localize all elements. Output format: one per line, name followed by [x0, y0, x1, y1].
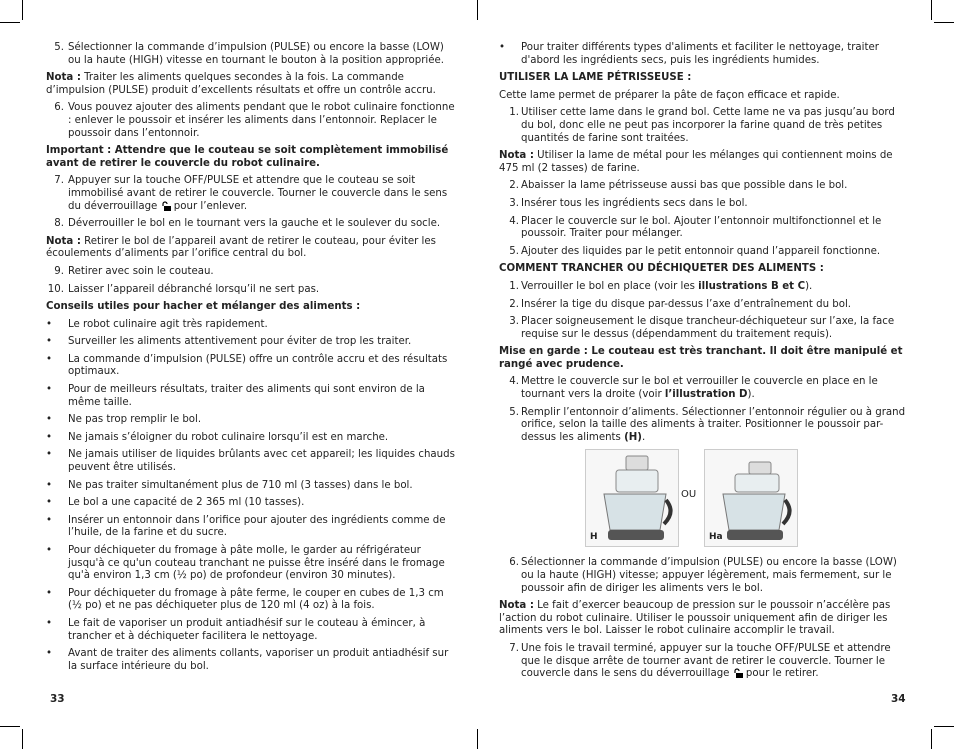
step-text	[521, 407, 909, 445]
right-page	[499, 42, 909, 686]
bullet-icon: •	[46, 587, 53, 599]
bullet-icon: •	[46, 497, 53, 509]
step-3	[499, 316, 909, 341]
step-text-part: Mettre le couvercle sur le bol et verrouiller le couvercle en place en le tournant vers la droite (voir	[521, 376, 878, 401]
step-text-bold: (H)	[624, 431, 642, 443]
bullet-icon: •	[46, 431, 53, 443]
unlock-icon	[733, 668, 743, 678]
step-6	[46, 102, 456, 140]
step-5	[499, 246, 909, 259]
step-4	[499, 216, 909, 241]
step-text-part: ).	[747, 389, 755, 401]
bullet-item	[46, 319, 456, 332]
note-label: Nota :	[499, 600, 534, 612]
step-text-part: Verrouiller le bol en place (voir les	[521, 280, 699, 292]
step-number: 8.	[54, 218, 64, 230]
note	[499, 600, 909, 638]
step-text-part: ).	[805, 280, 813, 292]
bullet-text: La commande d’impulsion (PULSE) offre un contrôle accru et des résultats optimaux.	[68, 353, 448, 378]
food-processor-illustration	[586, 450, 678, 546]
note-text: Utiliser la lame de métal pour les mélanges qui contiennent moins de 475 ml (2 tasses) de farine.	[499, 150, 893, 174]
bullet-item	[46, 414, 456, 427]
step-number: 3.	[509, 316, 519, 328]
step-6	[499, 557, 909, 595]
bullet-icon: •	[46, 318, 53, 330]
bullet-text: Le robot culinaire agit très rapidement.	[68, 318, 268, 330]
step-5	[499, 407, 909, 445]
step-number: 7.	[509, 643, 519, 654]
step-text-bold: illustrations B et C	[698, 280, 806, 292]
step-10	[46, 284, 456, 297]
crop-mark	[22, 729, 23, 749]
step-text-part: Une fois le travail terminé, appuyer sur la touche OFF/PULSE et attendre que le disque arrête de tourner avant de retirer le couvercle. Tourner le couvercle dans le sens du déverrouillage	[521, 643, 891, 680]
note-label: Nota :	[46, 235, 81, 247]
section-heading: COMMENT TRANCHER OU DÉCHIQUETER DES ALIMENTS :	[499, 263, 824, 275]
note	[46, 72, 456, 97]
step-7	[46, 175, 456, 213]
bullet-icon: •	[46, 514, 53, 526]
illustration-h	[585, 449, 679, 547]
note-text: Le fait d’exercer beaucoup de pression sur le poussoir n’accélère pas l’action du robot culinaire. Utiliser le poussoir uniquement afin de diriger les aliments vers le bol. Laisser le robot culinaire accomplir le travail.	[499, 600, 891, 637]
step-number: 7.	[54, 175, 64, 187]
bullet-text: Pour de meilleurs résultats, traiter des aliments qui sont environ de la même taille.	[68, 384, 425, 408]
section-heading: Conseils utiles pour hacher et mélanger des aliments :	[46, 301, 361, 313]
step-number: 6.	[509, 557, 519, 569]
step-text: Déverrouiller le bol en le tournant vers la gauche et le soulever du socle.	[68, 218, 441, 230]
step-8	[46, 218, 456, 231]
bullet-icon: •	[46, 617, 53, 629]
bullet-icon: •	[46, 336, 53, 348]
bullet-item	[46, 515, 456, 540]
left-page	[46, 42, 456, 678]
section-heading: UTILISER LA LAME PÉTRISSEUSE :	[499, 72, 692, 84]
step-text-part: .	[641, 431, 646, 443]
step-text	[521, 643, 909, 681]
note	[46, 236, 456, 261]
bullet-item	[499, 42, 909, 67]
note-label: Nota :	[46, 72, 81, 84]
step-2	[499, 299, 909, 312]
step-text: Sélectionner la commande d’impulsion (PULSE) ou encore la basse (LOW) ou la haute (HIGH) vitesse en tournant le bouton à la position appropriée.	[68, 42, 445, 66]
tips-list	[46, 319, 456, 674]
bullet-text: Avant de traiter des aliments collants, vaporiser un produit antiadhésif sur la surface intérieure du bol.	[68, 648, 449, 672]
step-number: 6.	[54, 102, 64, 114]
step-number: 5.	[509, 245, 519, 257]
bullet-text: Pour déchiqueter du fromage à pâte molle, le garder au réfrigérateur jusqu'à ce qu'un couteau tranchant ne puisse être inséré dans le fromage qu'à environ 1,3 cm (½ po) de profondeur (environ 30 minutes).	[68, 545, 445, 582]
illustration-ha	[704, 449, 798, 547]
illustration-label: H	[590, 531, 598, 542]
step-text	[521, 376, 909, 401]
illustration-label: Ha	[709, 531, 723, 542]
step-text: Placer le couvercle sur le bol. Ajouter l’entonnoir multifonctionnel et le poussoir. Traiter pour mélanger.	[521, 215, 882, 240]
step-number: 4.	[509, 376, 519, 388]
bullet-icon: •	[46, 414, 53, 426]
bullet-item	[46, 354, 456, 379]
bullet-item	[46, 618, 456, 643]
step-text-bold: l’illustration D	[664, 389, 748, 401]
bullet-text: Pour traiter différents types d'aliments et faciliter le nettoyage, traiter d'abord les ingrédients secs, puis les ingrédients humides.	[521, 42, 879, 66]
crop-mark	[934, 726, 954, 727]
step-3	[499, 198, 909, 211]
step-number: 10.	[47, 283, 64, 295]
page-number: 34	[891, 693, 906, 705]
step-text: Insérer la tige du disque par-dessus l’axe d’entraînement du bol.	[521, 298, 852, 310]
step-text: Laisser l’appareil débranché lorsqu’il ne sert pas.	[68, 283, 320, 295]
note	[499, 150, 909, 175]
step-text-part: pour l’enlever.	[170, 200, 248, 212]
bullet-icon: •	[499, 42, 506, 53]
step-text: Placer soigneusement le disque trancheur-déchiqueteur sur l’axe, la face requise sur le dessus (dépendamment du traitement requis).	[521, 316, 895, 340]
step-text	[521, 281, 909, 294]
bullet-icon: •	[46, 384, 53, 396]
bullet-item	[46, 449, 456, 474]
step-1	[499, 281, 909, 294]
step-text: Abaisser la lame pétrisseuse aussi bas que possible dans le bol.	[521, 180, 848, 192]
bullet-text: Ne pas traiter simultanément plus de 710 ml (3 tasses) dans le bol.	[68, 479, 413, 491]
important-notice: Important : Attendre que le couteau se soit complètement immobilisé avant de retirer le couvercle du robot culinaire.	[46, 145, 449, 169]
step-text: Retirer avec soin le couteau.	[68, 265, 214, 277]
bullet-text: Le bol a une capacité de 2 365 ml (10 tasses).	[68, 497, 305, 509]
crop-mark	[931, 729, 932, 749]
bullet-item	[46, 480, 456, 493]
paragraph: Cette lame permet de préparer la pâte de façon efficace et rapide.	[499, 89, 840, 101]
bullet-item	[46, 588, 456, 613]
step-text: Sélectionner la commande d’impulsion (PULSE) ou encore la basse (LOW) ou la haute (HIGH) vitesse; appuyer légèrement, mais fermement, sur le poussoir afin de diriger les aliments vers le bol.	[521, 557, 897, 594]
bullet-icon: •	[46, 648, 53, 660]
bullet-icon: •	[46, 449, 53, 461]
crop-mark	[0, 22, 20, 23]
bullet-icon: •	[46, 353, 53, 365]
step-number: 5.	[54, 42, 64, 53]
note-text: Traiter les aliments quelques secondes à la fois. La commande d’impulsion (PULSE) produit d’excellents résultats et offre un contrôle accru.	[46, 72, 436, 96]
step-9	[46, 266, 456, 279]
warning-notice: Mise en garde : Le couteau est très tranchant. Il doit être manipulé et rangé avec prudence.	[499, 346, 903, 370]
step-number: 2.	[509, 180, 519, 192]
step-text: Utiliser cette lame dans le grand bol. Cette lame ne va pas jusqu’au bord du bol, donc elle ne peut pas incorporer la farine quand de très petites quantités de farine sont traitées.	[521, 107, 895, 144]
step-text-part: Appuyer sur la touche OFF/PULSE et attendre que le couteau se soit immobilisé avant de retirer le couvercle. Tourner le couvercle dans le sens du déverrouillage	[68, 175, 448, 212]
bullet-item	[46, 384, 456, 409]
page-number: 33	[50, 693, 65, 705]
step-number: 5.	[509, 406, 519, 418]
bullet-text: Insérer un entonnoir dans l’orifice pour ajouter des ingrédients comme de l’huile, de la farine et du sucre.	[68, 514, 446, 539]
step-7	[499, 643, 909, 681]
center-crop-mark	[477, 729, 478, 749]
bullet-text: Ne pas trop remplir le bol.	[68, 414, 202, 426]
crop-mark	[934, 22, 954, 23]
bullet-text: Ne jamais s’éloigner du robot culinaire lorsqu’il est en marche.	[68, 431, 389, 443]
center-crop-mark	[477, 0, 478, 20]
bullet-icon: •	[46, 545, 53, 556]
step-4	[499, 376, 909, 401]
bullet-text: Le fait de vaporiser un produit antiadhésif sur le couteau à émincer, à trancher et à déchiqueter facilitera le nettoyage.	[68, 617, 426, 642]
step-2	[499, 180, 909, 193]
step-text: Insérer tous les ingrédients secs dans le bol.	[521, 197, 748, 209]
note-label: Nota :	[499, 150, 534, 162]
bullet-item	[46, 336, 456, 349]
crop-mark	[0, 726, 20, 727]
step-number: 4.	[509, 215, 519, 227]
step-number: 3.	[509, 197, 519, 209]
unlock-icon	[161, 201, 171, 211]
step-text: Ajouter des liquides par le petit entonnoir quand l’appareil fonctionne.	[521, 245, 881, 257]
bullet-item	[46, 432, 456, 445]
step-number: 9.	[54, 265, 64, 277]
step-text-part: Remplir l’entonnoir d’aliments. Sélectionner l’entonnoir régulier ou à grand orifice, selon la taille des aliments à traiter. Positionner le poussoir par-dessus les aliments	[521, 406, 906, 443]
bullet-item	[46, 497, 456, 510]
bullet-text: Pour déchiqueter du fromage à pâte ferme, le couper en cubes de 1,3 cm (½ po) et ne pas déchiqueter plus de 120 ml (4 oz) à la fois.	[68, 587, 444, 612]
step-number: 1.	[509, 107, 519, 119]
step-number: 1.	[509, 280, 519, 292]
step-number: 2.	[509, 298, 519, 310]
or-label: OU	[681, 489, 697, 501]
step-text-part: pour le retirer.	[742, 668, 819, 680]
note-text: Retirer le bol de l’appareil avant de retirer le couteau, pour éviter les écoulements d’aliments par l’orifice central du bol.	[46, 235, 436, 260]
step-5	[46, 42, 456, 67]
step-1	[499, 107, 909, 145]
bullet-item	[46, 648, 456, 673]
crop-mark	[22, 0, 23, 20]
crop-mark	[931, 0, 932, 20]
bullet-item	[46, 545, 456, 583]
bullet-text: Ne jamais utiliser de liquides brûlants avec cet appareil; les liquides chauds peuvent être utilisés.	[68, 449, 455, 474]
illustrations	[499, 449, 909, 549]
step-text	[68, 175, 456, 213]
bullet-icon: •	[46, 479, 53, 491]
bullet-text: Surveiller les aliments attentivement pour éviter de trop les traiter.	[68, 336, 412, 348]
step-text: Vous pouvez ajouter des aliments pendant que le robot culinaire fonctionne : enlever le poussoir et insérer les aliments dans l’entonnoir. Replacer le poussoir dans l’entonnoir.	[68, 102, 455, 139]
